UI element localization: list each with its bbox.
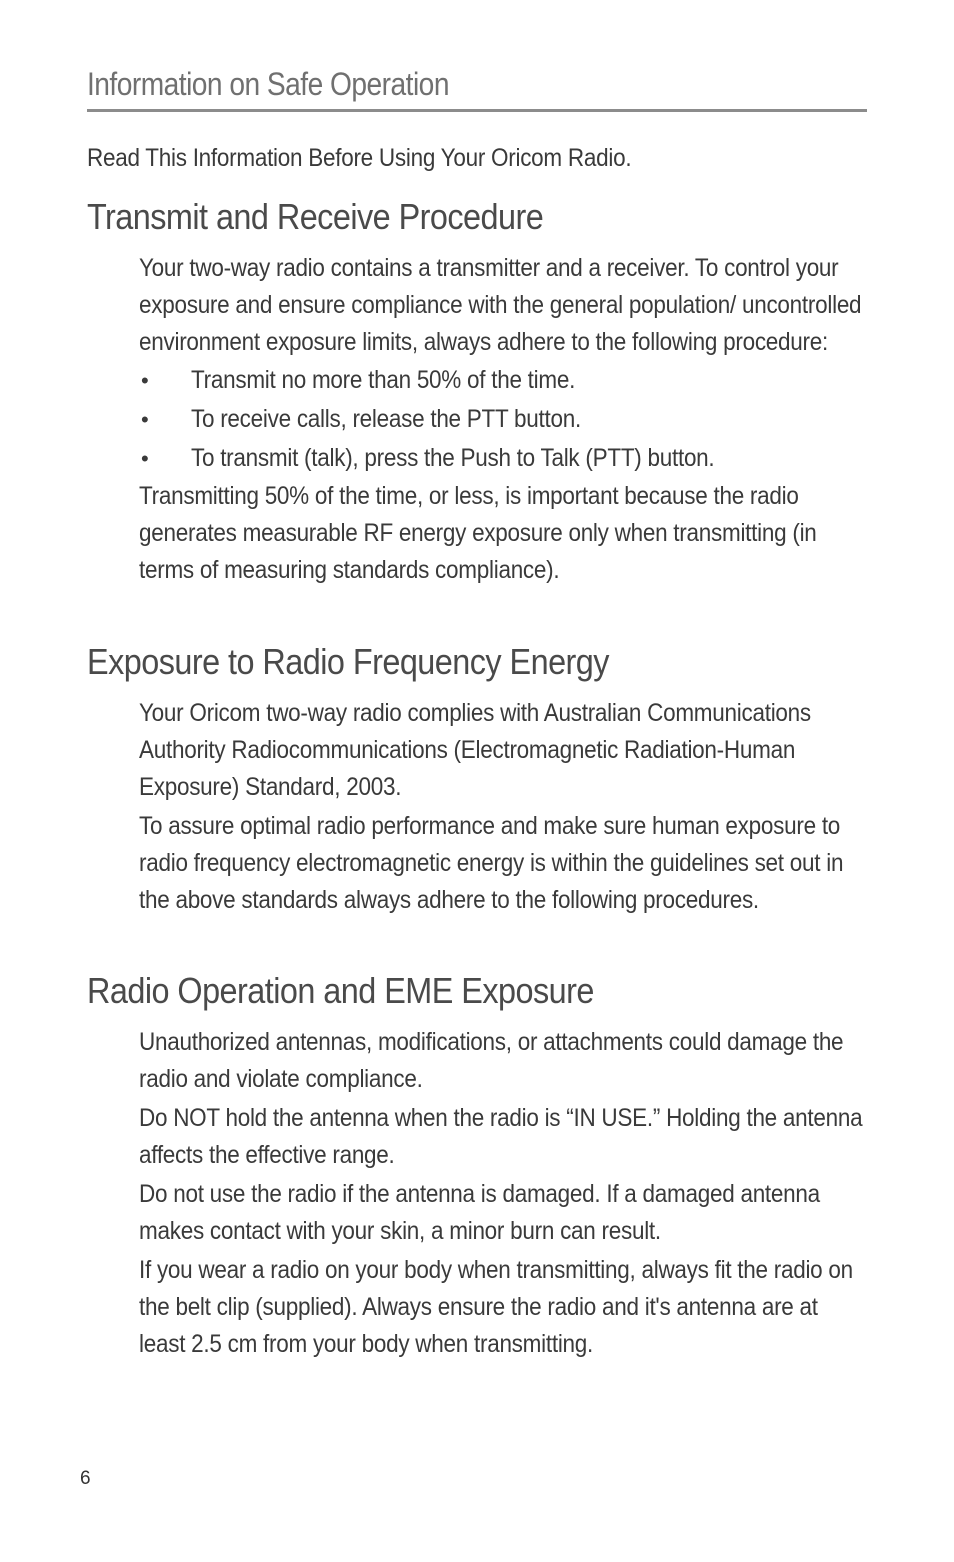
section-body: [139, 1024, 899, 1363]
section-eme-exposure: [87, 970, 867, 1363]
page-header: [87, 66, 867, 112]
intro-text: Read This Information Before Using Your Oricom Radio.: [87, 144, 632, 172]
section-title: Radio Operation and EME Exposure: [87, 970, 594, 1011]
section-title: Transmit and Receive Procedure: [87, 196, 544, 237]
list-item: [139, 361, 899, 400]
section-rf-exposure: [87, 641, 867, 919]
section-transmit-receive: [87, 196, 867, 589]
bullet-icon: •: [141, 446, 149, 471]
list-item: [139, 400, 899, 439]
section-title: Exposure to Radio Frequency Energy: [87, 641, 609, 682]
list-item-text: To receive calls, release the PTT button.: [191, 405, 581, 433]
section-body: [139, 250, 899, 589]
bullet-icon: •: [141, 368, 149, 393]
list-item: [139, 439, 899, 478]
paragraph: Do NOT hold the antenna when the radio is “IN USE.” Holding the antenna affects the effective range.: [139, 1104, 863, 1169]
paragraph: Your Oricom two-way radio complies with Australian Communications Authority Radiocommunications (Electromagnetic Radiation-Human Exposure) Standard, 2003.: [139, 699, 811, 801]
section-body: [139, 695, 899, 919]
list-item-text: To transmit (talk), press the Push to Talk (PTT) button.: [191, 444, 715, 472]
paragraph: To assure optimal radio performance and make sure human exposure to radio frequency electromagnetic energy is within the guidelines set out in the above standards always adhere to the following procedures.: [139, 812, 844, 914]
paragraph: If you wear a radio on your body when transmitting, always fit the radio on the belt clip (supplied). Always ensure the radio and it's antenna are at least 2.5 cm from your body when transmitting.: [139, 1256, 853, 1358]
page-number: 6: [80, 1468, 91, 1489]
list-item-text: Transmit no more than 50% of the time.: [191, 366, 576, 394]
bullet-list: [139, 361, 899, 478]
paragraph: Transmitting 50% of the time, or less, is important because the radio generates measurable RF energy exposure only when transmitting (in terms of measuring standards compliance).: [139, 482, 817, 584]
paragraph: Your two-way radio contains a transmitter and a receiver. To control your exposure and ensure compliance with the general population/ uncontrolled environment exposure limits, always adhere to the following procedure:: [139, 254, 862, 356]
page-header-title: Information on Safe Operation: [87, 66, 449, 102]
bullet-icon: •: [141, 407, 149, 432]
paragraph: Unauthorized antennas, modifications, or attachments could damage the radio and violate compliance.: [139, 1028, 844, 1093]
paragraph: Do not use the radio if the antenna is damaged. If a damaged antenna makes contact with your skin, a minor burn can result.: [139, 1180, 820, 1245]
